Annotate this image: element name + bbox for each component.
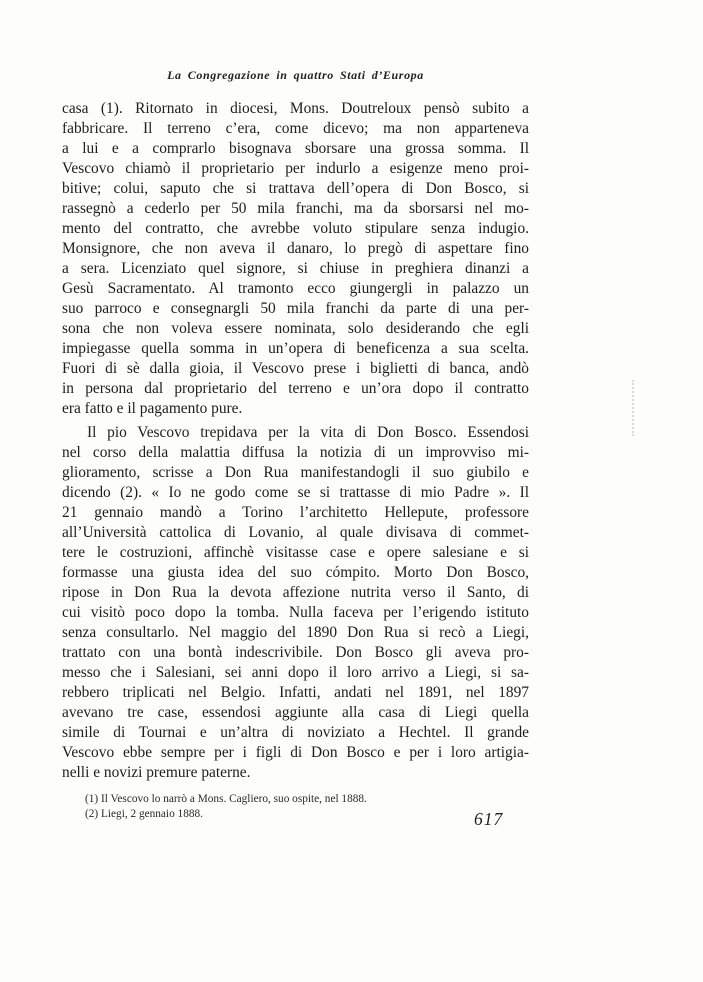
text-line: Gesù Sacramentato. Al tramonto ecco giungergli in palazzo un (62, 280, 529, 297)
text-line: ripose in Don Rua la devota affezione nutrita verso il Santo, di (62, 584, 529, 601)
footnote-1: (1) Il Vescovo lo narrò a Mons. Cagliero, suo ospite, nel 1888. (85, 793, 367, 805)
text-line: Il pio Vescovo trepidava per la vita di Don Bosco. Essendosi (87, 424, 529, 441)
text-line: mento del contratto, che avrebbe voluto stipulare senza indugio. (62, 220, 529, 237)
scan-artifact-dotted-line (632, 380, 634, 436)
text-line: simile di Tournai e un’altra di noviziato a Hechtel. Il grande (62, 724, 529, 741)
text-line: era fatto e il pagamento pure. (62, 400, 243, 417)
text-line: suo parroco e consegnargli 50 mila franchi da parte di una per- (62, 300, 529, 317)
text-line: tere le costruzioni, affinchè visitasse case e opere salesiane e si (62, 544, 529, 561)
text-line: glioramento, scrisse a Don Rua manifestandogli il suo giubilo e (62, 464, 529, 481)
text-line: a sera. Licenziato quel signore, si chiuse in preghiera dinanzi a (62, 260, 529, 277)
text-line: nel corso della malattia diffusa la notizia di un improvviso mi- (62, 444, 529, 461)
text-line: in persona dal proprietario del terreno e un’ora dopo il contratto (62, 380, 529, 397)
text-line: bitive; colui, saputo che si trattava dell’opera di Don Bosco, si (62, 180, 529, 197)
text-line: sona che non voleva essere nominata, solo desiderando che egli (62, 320, 529, 337)
text-line: Vescovo ebbe sempre per i figli di Don Bosco e per i loro artigia- (62, 744, 529, 761)
page-number: 617 (474, 809, 504, 829)
text-line: Vescovo chiamò il proprietario per indurlo a esigenze meno proi- (62, 160, 529, 177)
footnote-2: (2) Liegi, 2 gennaio 1888. (85, 808, 203, 820)
text-line: cui visitò poco dopo la tomba. Nulla faceva per l’erigendo istituto (62, 604, 529, 621)
text-line: casa (1). Ritornato in diocesi, Mons. Doutreloux pensò subito a (62, 100, 529, 117)
body-text (62, 99, 529, 783)
text-line: senza consultarlo. Nel maggio del 1890 Don Rua si recò a Liegi, (62, 624, 529, 641)
text-line: rebbero triplicati nel Belgio. Infatti, andati nel 1891, nel 1897 (62, 684, 529, 701)
text-line: Monsignore, che non aveva il danaro, lo pregò di aspettare fino (62, 240, 529, 257)
paragraph-2 (62, 423, 529, 783)
footnotes (85, 792, 525, 822)
text-line: all’Università cattolica di Lovanio, al quale divisava di commet- (62, 524, 529, 541)
text-line: impiegasse quella somma in un’opera di beneficenza a sua scelta. (62, 340, 529, 357)
text-line: Fuori di sè dalla gioia, il Vescovo prese i biglietti di banca, andò (62, 360, 529, 377)
text-line: 21 gennaio mandò a Torino l’architetto Hellepute, professore (62, 504, 529, 521)
text-line: rassegnò a cederlo per 50 mila franchi, ma da sborsarsi nel mo- (62, 200, 529, 217)
text-line: nelli e novizi premure paterne. (62, 764, 251, 781)
text-line: messo che i Salesiani, sei anni dopo il loro arrivo a Liegi, si sa- (62, 664, 529, 681)
text-line: dicendo (2). « Io ne godo come se si trattasse di mio Padre ». Il (62, 484, 529, 501)
running-header: La Congregazione in quattro Stati d’Europa (167, 68, 424, 82)
text-line: trattato con una bontà indescrivibile. Don Bosco gli aveva pro- (62, 644, 529, 661)
text-line: formasse una giusta idea del suo cómpito. Morto Don Bosco, (62, 564, 529, 581)
text-line: a lui e a comprarlo bisognava sborsare una grossa somma. Il (62, 140, 529, 157)
text-line: fabbricare. Il terreno c’era, come dicevo; ma non apparteneva (62, 120, 529, 137)
paragraph-1 (62, 99, 529, 419)
text-line: avevano tre case, essendosi aggiunte alla casa di Liegi quella (62, 704, 529, 721)
